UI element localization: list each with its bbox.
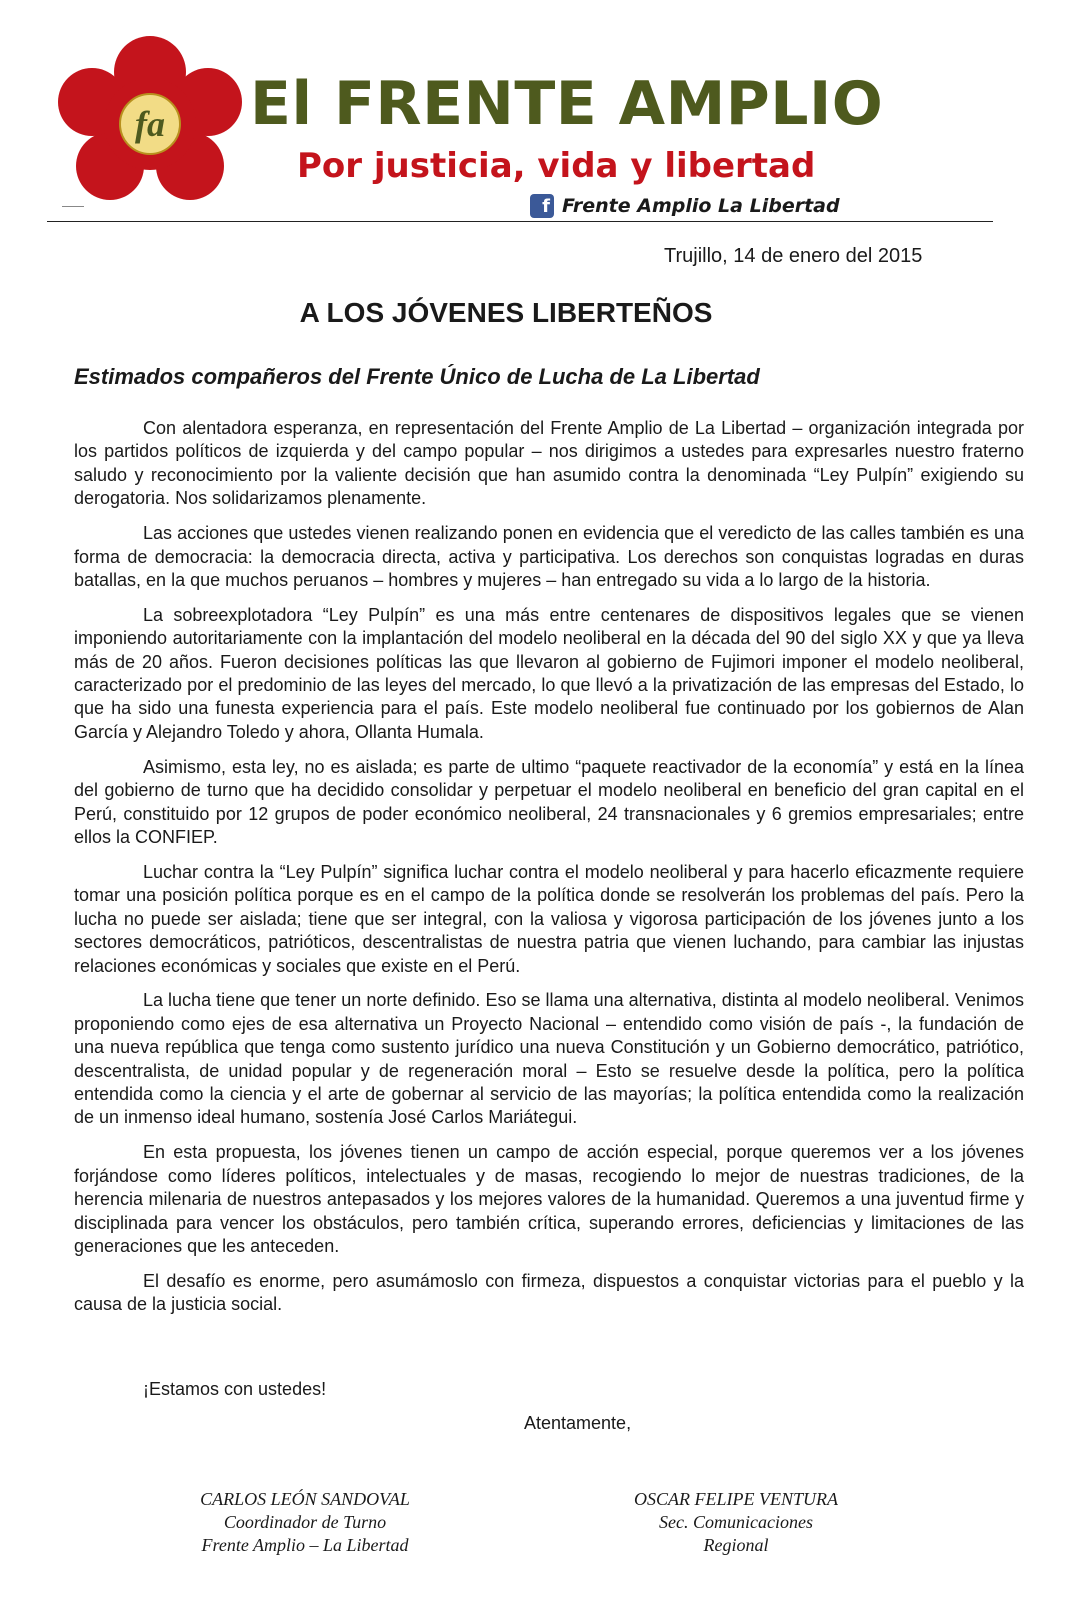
signatory-role: Coordinador de Turno [223, 1512, 387, 1532]
letter-salutation: Estimados compañeros del Frente Único de Lucha de La Libertad [74, 364, 760, 389]
sign-off: Atentamente, [524, 1413, 632, 1433]
body-paragraph: En esta propuesta, los jóvenes tienen un campo de acción especial, porque queremos ver a los jóvenes forjándose como líderes políticos, intelectuales y de masas, recogiendo lo mejor de nuestras tradiciones, de la herencia milenaria de nuestros antepasados y los mejores valores de la humanidad. Queremos a una juventud firme y disciplinada para vencer los obstáculos, pero también crítica, superando errores, deficiencias y limitaciones de las generaciones que les anteceden. [74, 1142, 1024, 1256]
facebook-icon: f [530, 194, 554, 218]
signature-block-left [170, 1488, 440, 1557]
logo-monogram: fa [135, 104, 165, 144]
letter-date: Trujillo, 14 de enero del 2015 [664, 245, 923, 267]
slogan: Por justicia, vida y libertad [297, 146, 816, 186]
facebook-label: Frente Amplio La Libertad [562, 195, 840, 217]
signature-block-right [626, 1488, 846, 1557]
signatory-role: Sec. Comunicaciones [659, 1512, 813, 1532]
body-paragraph: La lucha tiene que tener un norte definido. Eso se llama una alternativa, distinta al modelo neoliberal. Venimos proponiendo como ejes de esa alternativa un Proyecto Nacional – entendido como visión de país -, la fundación de una nueva república que tenga como sustento jurídico una nueva Constitución y un Gobierno democrático, patriótico, descentralista, de unidad popular y de regeneración moral – Esto se resuelve desde la política, pero la política entendida como la ciencia y el arte de gobernar al servicio de las mayorías; la política entendida como la realización de un inmenso ideal humano, sostenía José Carlos Mariátegui. [74, 990, 1024, 1128]
body-paragraph: Asimismo, esta ley, no es aislada; es parte de ultimo “paquete reactivador de la economía” y está en la línea del gobierno de turno que ha decidido consolidar y perpetuar el modelo neoliberal en beneficio del gran capital en el Perú, constituido por 12 grupos de poder económico neoliberal, 24 transnacionales y 6 gremios empresariales; entre ellos la CONFIEP. [74, 756, 1024, 847]
facebook-link[interactable] [530, 192, 840, 220]
letter-title: A LOS JÓVENES LIBERTEÑOS [299, 297, 713, 328]
body-paragraph: Luchar contra la “Ley Pulpín” significa luchar contra el modelo neoliberal y para hacerlo eficazmente requiere tomar una posición política porque es en el campo de la política donde se resolverán los problemas del país. Pero la lucha no puede ser aislada; tiene que ser integral, con la valiosa y vigorosa participación de los jóvenes junto a los sectores democráticos, patrióticos, descentralistas de nuestra patria que vienen luchando, para cambiar las injustas relaciones económicas y sociales que existe en el Perú. [74, 861, 1024, 976]
body-paragraph: Las acciones que ustedes vienen realizando ponen en evidencia que el veredicto de las calles también es una forma de democracia: la democracia directa, activa y participativa. Los derechos son conquistas logradas en duras batallas, en la que muchos peruanos – hombres y mujeres – han entregado su vida a lo largo de la historia. [74, 523, 1024, 590]
signatory-name: OSCAR FELIPE VENTURA [634, 1489, 838, 1509]
closing-line: ¡Estamos con ustedes! [143, 1379, 327, 1399]
flower-logo-icon [58, 36, 242, 204]
body-paragraph: Con alentadora esperanza, en representación del Frente Amplio de La Libertad – organización integrada por los partidos políticos de izquierda y del campo popular – nos dirigimos a ustedes para expresarles nuestro fraterno saludo y reconocimiento por la valiente decisión que han asumido contra la denominada “Ley Pulpín” exigiendo su derogatoria. Nos solidarizamos plenamente. [74, 418, 1024, 509]
signatory-org: Frente Amplio – La Libertad [201, 1535, 409, 1555]
signatory-org: Regional [703, 1535, 769, 1555]
org-name: El FRENTE AMPLIO [250, 69, 884, 139]
letter-body [74, 417, 1024, 1328]
body-paragraph: El desafío es enorme, pero asumámoslo con firmeza, dispuestos a conquistar victorias para el pueblo y la causa de la justicia social. [74, 1270, 1024, 1315]
header-divider [47, 221, 993, 222]
signatory-name: CARLOS LEÓN SANDOVAL [200, 1489, 410, 1509]
body-paragraph: La sobreexplotadora “Ley Pulpín” es una más entre centenares de dispositivos legales que se vienen imponiendo autoritariamente con la implantación del modelo neoliberal en la década del 90 del siglo XX y que ya lleva más de 20 años. Fueron decisiones políticas las que llevaron al gobierno de Fujimori imponer el modelo neoliberal, caracterizado por el predominio de las leyes del mercado, lo que llevó a la privatización de las empresas del Estado, lo que ha sido una funesta experiencia para el país. Este modelo neoliberal fue continuado por los gobiernos de Alan García y Alejandro Toledo y ahora, Ollanta Humala. [74, 604, 1024, 742]
divider [62, 206, 84, 207]
